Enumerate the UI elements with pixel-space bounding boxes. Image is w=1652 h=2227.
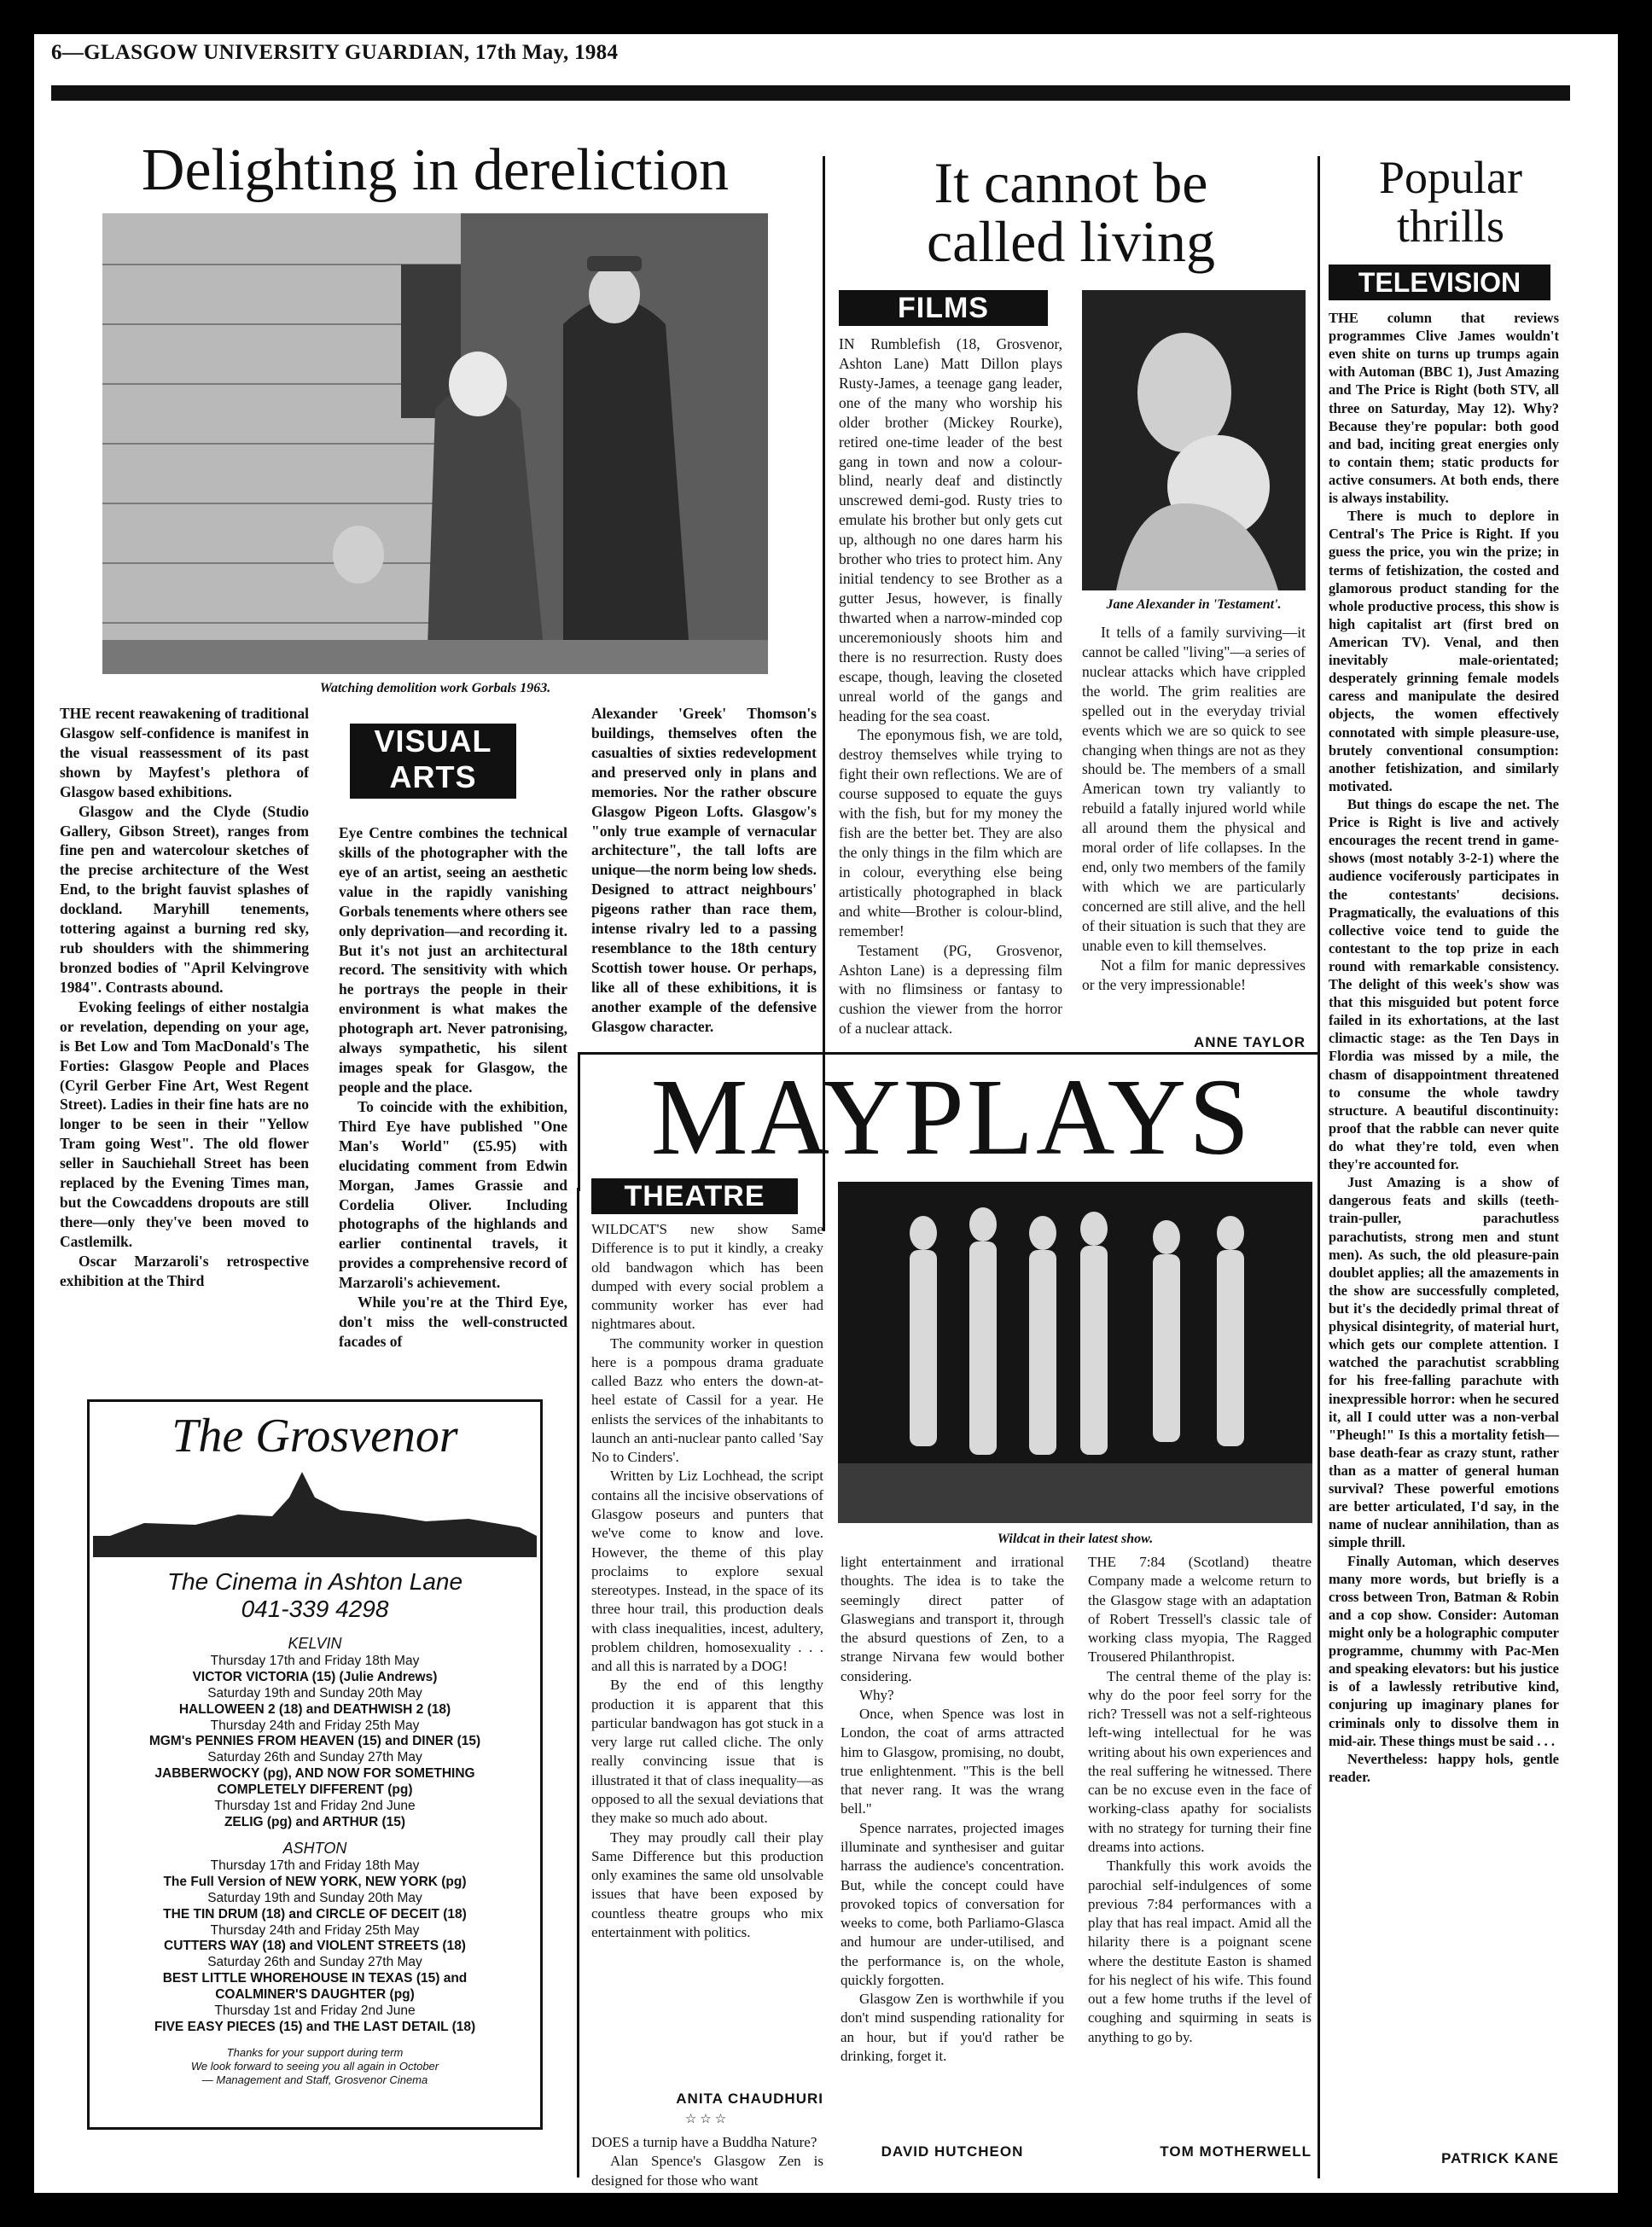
paragraph: Once, when Spence was lost in London, the coat of arms attracted him to Glasgow, promising, no doubt, true enlightenment. "This is the bell that never rang. It was the wrang bell." xyxy=(841,1706,1064,1817)
headline-line: thrills xyxy=(1396,200,1504,252)
demolition-photo-art xyxy=(102,213,768,674)
label-line: VISUAL xyxy=(374,724,492,759)
ad-footer-line: Thanks for your support during term xyxy=(226,2045,404,2059)
films-headline xyxy=(841,150,1301,275)
ad-footer-line: — Management and Staff, Grosvenor Cinema xyxy=(201,2073,428,2087)
paragraph: Testament (PG, Grosvenor, Ashton Lane) is a depressing film with no flimsiness or fantasy to cushion the viewer from the horror of a nuclear attack. xyxy=(839,941,1062,1038)
demolition-photo xyxy=(102,213,768,674)
ad-footer xyxy=(90,2046,540,2088)
paragraph: WILDCAT'S new show Same Difference is to put it kindly, a creaky old bandwagon which has been dumped with every social problem a community worker has ever had nightmares about. xyxy=(591,1221,823,1333)
paragraph: THE column that reviews programmes Clive James wouldn't even shite on turns up trumps again with Automan (BBC 1), Just Amazing and The Price is Right (both STV, all three on Saturday, May 12). Why? Because they're popular: both good and bad, inciting great energies only to contain them; static products for active consumers. At both ends, there is always instability. xyxy=(1329,310,1559,507)
theatre-byline-2: DAVID HUTCHEON xyxy=(881,2143,1024,2160)
visual-arts-column-1 xyxy=(60,704,309,1291)
paragraph: They may proudly call their play Same Difference but this production only examines the same old unsolvable issues that have been exposed by countless theatre groups who mix entertainment with politics. xyxy=(591,1829,823,1940)
theatre-byline-1: ANITA CHAUDHURI xyxy=(676,2090,823,2107)
listing-dates: Thursday 1st and Friday 2nd June xyxy=(214,1799,416,1814)
listing-dates: Saturday 26th and Sunday 27th May xyxy=(207,1955,422,1970)
visual-arts-column-3 xyxy=(591,704,817,1037)
section-rule xyxy=(578,1052,1318,1055)
films-column-1 xyxy=(839,334,1062,1038)
listing-dates: Thursday 24th and Friday 25th May xyxy=(210,1922,420,1938)
paragraph: By the end of this lengthy production it is apparent that this particular bandwagon has got stuck in a very large rut called cliche. The only really convincing issue that is illustrated it that of class inequality—as opposed to all the sexual deviations that they make so much ado about. xyxy=(591,1677,823,1827)
paragraph: light entertainment and irrational thoughts. The idea is to take the seemingly direct patter of Glaswegians and transport it, through the absurd questions of Zen, to a strange Nirvana few would bother considering. xyxy=(841,1554,1064,1684)
listing-films: HALLOWEEN 2 (18) and DEATHWISH 2 (18) xyxy=(178,1701,451,1717)
listing-dates: Thursday 17th and Friday 18th May xyxy=(210,1653,420,1668)
listing-dates: Saturday 19th and Sunday 20th May xyxy=(207,1685,422,1701)
kelvin-listing xyxy=(90,1654,540,1831)
paragraph: Alan Spence's Glasgow Zen is designed for those who want xyxy=(591,2153,823,2189)
paragraph: Eye Centre combines the technical skills of the photographer with the eye of an artist, seeing an aesthetic value in the rapidly vanishing Gorbals tenements where others see only deprivation—and recording it. But it's not just an architectural record. The sensitivity with which he portrays the people in their environment is what makes the photograph art. Never patronising, always sympathetic, his silent images speak for Glasgow, the people and the place. xyxy=(339,824,567,1096)
theatre-byline-3: TOM MOTHERWELL xyxy=(1160,2143,1312,2160)
wildcat-photo-caption: Wildcat in their latest show. xyxy=(997,1532,1154,1546)
listing-films: THE TIN DRUM (18) and CIRCLE OF DECEIT (18) xyxy=(163,1906,467,1922)
paragraph: DOES a turnip have a Buddha Nature? xyxy=(591,2134,817,2150)
paragraph: Glasgow Zen is worthwhile if you don't mind suspending rationality for an hour, but if you'd rather be drinking, forget it. xyxy=(841,1991,1064,2064)
paragraph: There is much to deplore in Central's The Price is Right. If you guess the price, you win the prize; in terms of fetishization, the costed and glamorous product standing for the whole productive process, this show is high capitalist art (first bred on American TV). Venal, and then inevitably male-orientated; desperately grinning female models caress and manipulate the desired objects, the women effectively connotated with simple pleasure-use, brutely conventional consumption: another fetishization, and similarly motivated. xyxy=(1329,508,1559,794)
wildcat-photo xyxy=(838,1182,1312,1523)
paragraph: Finally Automan, which deserves many more words, but briefly is a cross between Tron, Batman & Robin and a cop show. Consider: Automan might only be a holographic computer programme, chummy with Pac-Men and speaking elevators: but his justice is of a lawlessly retributive kind, conjuring up imaginary planes for criminals only to dissolve them in mid-air. These things must be said . . . xyxy=(1329,1552,1559,1749)
paragraph: The eponymous fish, we are told, destroy themselves while trying to fight their own reflections. We are of course supposed to equate the guys with the fish, but for my money the fish are the better bet. They are also the only things in the film which are in colour, everything else being artistically photographed in black and white—Brother is colour-blind, remember! xyxy=(839,726,1062,939)
listing-films: JABBERWOCKY (pg), AND NOW FOR SOMETHING COMPLETELY DIFFERENT (pg) xyxy=(154,1766,475,1798)
paragraph: It tells of a family surviving—it cannot be called "living"—a series of nuclear attacks which have crippled the world. The grim realities are spelled out in the everyday trivial events which we are so quick to see changing when things are not as they should be. The members of a small American town try valiantly to rebuild a fatally injured world while all around them the physical and moral order of life collapses. In the end, only two members of the family with which we are particularly concerned are still alive, and the hell of their situation is such that they are unable even to kill themselves. xyxy=(1082,624,1306,954)
listing-dates: Saturday 19th and Sunday 20th May xyxy=(207,1890,422,1905)
listing-dates: Thursday 1st and Friday 2nd June xyxy=(214,2003,416,2019)
kelvin-heading: KELVIN xyxy=(288,1635,342,1652)
paragraph: The community worker in question here is a pompous drama graduate called Bazz who enters the down-at-heel estate of Cassil for a year. He enlists the services of the inhabitants to launch an anti-nuclear panto called 'Say No to Cinders'. xyxy=(591,1334,823,1466)
paragraph: Nevertheless: happy hols, gentle reader. xyxy=(1329,1750,1559,1785)
television-headline xyxy=(1327,154,1574,250)
mayplays-headline: MAYPLAYS xyxy=(650,1056,1253,1177)
running-head: 6—GLASGOW UNIVERSITY GUARDIAN, 17th May, 1984 xyxy=(51,41,619,64)
headline-line: Popular xyxy=(1379,152,1522,203)
paragraph: The central theme of the play is: why do the poor feel sorry for the rich? Tressell was not a self-righteous left-wing intellectual for he was writing about his own experiences and the real suffering he witnessed. There can be no excuse even in the face of working-class apathy for socialists with no strategy for turning their fine dreams into actions. xyxy=(1088,1667,1312,1855)
visual-arts-headline: Delighting in dereliction xyxy=(141,137,730,203)
top-rule xyxy=(51,85,1570,101)
theatre-column-1 xyxy=(591,1220,823,1942)
television-byline: PATRICK KANE xyxy=(1441,2150,1559,2166)
column-rule xyxy=(577,1188,579,2178)
grosvenor-logo: The Grosvenor xyxy=(172,1410,458,1462)
paragraph: Alexander 'Greek' Thomson's buildings, themselves often the casualties of sixties redevelopment and preserved only in plans and memories. Nor the rather obscure Glasgow Pigeon Lofts. Glasgow's "only true example of vernacular architecture", the tall lofts are unique—the norm being low sheds. Designed to attract neighbours' pigeons rather than race them, intense rivalry led to a passing resemblance to the 18th century Scottish tower house. Or perhaps, like all of these exhibitions, it is another example of the defensive Glasgow character. xyxy=(591,705,817,1035)
films-label: FILMS xyxy=(839,290,1048,326)
paragraph: Spence narrates, projected images illuminate and synthesiser and guitar harrass the audience's concentration. But, while the concept could have provoked topics of conversation for weeks to come, both Parliamo-Glasca and humour are under-utilised, and the performance is, on the whole, quickly forgotten. xyxy=(841,1819,1064,1988)
theatre-column-1-bottom xyxy=(591,2133,823,2190)
films-byline: ANNE TAYLOR xyxy=(1194,1034,1306,1050)
listing-films: VICTOR VICTORIA (15) (Julie Andrews) xyxy=(192,1669,438,1684)
television-label: TELEVISION xyxy=(1329,265,1550,300)
ashton-listing xyxy=(90,1858,540,2036)
label-line: ARTS xyxy=(389,759,477,794)
listing-films: MGM's PENNIES FROM HEAVEN (15) and DINER (15) xyxy=(148,1734,481,1749)
listing-films: BEST LITTLE WHOREHOUSE IN TEXAS (15) and COALMINER'S DAUGHTER (pg) xyxy=(162,1971,468,2003)
ashton-heading: ASHTON xyxy=(282,1839,347,1857)
listing-films: ZELIG (pg) and ARTHUR (15) xyxy=(224,1815,406,1830)
listing-films: CUTTERS WAY (18) and VIOLENT STREETS (18) xyxy=(164,1939,466,1954)
television-column xyxy=(1329,309,1559,1786)
paragraph: THE 7:84 (Scotland) theatre Company made a welcome return to the Glasgow stage with an adaptation of Robert Tressell's classic tale of working class myopia, The Ragged Trousered Philanthropist. xyxy=(1088,1554,1312,1666)
listing-dates: Thursday 24th and Friday 25th May xyxy=(210,1718,420,1733)
wildcat-photo-art xyxy=(838,1182,1312,1523)
paragraph: THE recent reawakening of traditional Glasgow self-confidence is manifest in the visual reassessment of its past shown by Mayfest's plethora of Glasgow based exhibitions. xyxy=(60,705,309,800)
separator-stars: ☆☆☆ xyxy=(684,2113,730,2126)
visual-arts-column-2 xyxy=(339,823,567,1352)
theatre-label: THEATRE xyxy=(591,1178,798,1214)
skyline-illustration xyxy=(93,1463,537,1557)
paragraph: IN Rumblefish (18, Grosvenor, Ashton Lane) Matt Dillon plays Rusty-James, a teenage gang leader, one of the many who worship his older brother (Mickey Rourke), retired one-time leader of the best gang in town and now a colour-blind, nearly deaf and distinctly unscrewed demi-god. Rusty tries to emulate his brother but only gets cut up, although no one dares harm his brother who tries to protect him. Any initial tendency to see Brother as a gutter Jesus, however, is finally thwarted when a narrow-minded cop unceremoniously shoots him and there is no resurrection. Rusty does escape, though, leaving the closeted unreal world of the gangs and heading for the sea coast. xyxy=(839,335,1062,724)
paragraph: While you're at the Third Eye, don't miss the well-constructed facades of xyxy=(339,1294,567,1350)
listing-films: The Full Version of NEW YORK, NEW YORK (pg) xyxy=(163,1874,467,1889)
paragraph: Not a film for manic depressives or the very impressionable! xyxy=(1082,956,1306,993)
paragraph: To coincide with the exhibition, Third Eye have published "One Man's World" (£5.95) with elucidating comment from Edwin Morgan, James Grassie and Cordelia Oliver. Including photographs of the highlands and earlier continental travels, it provides a comprehensive record of Marzaroli's achievement. xyxy=(339,1097,567,1292)
testament-photo xyxy=(1082,290,1306,590)
cinema-phone: 041-339 4298 xyxy=(241,1596,389,1622)
theatre-column-2 xyxy=(841,1553,1064,2066)
listing-dates: Saturday 26th and Sunday 27th May xyxy=(207,1750,422,1765)
headline-line: called living xyxy=(926,209,1215,275)
paragraph: Oscar Marzaroli's retrospective exhibition at the Third xyxy=(60,1252,309,1289)
listing-films: FIVE EASY PIECES (15) and THE LAST DETAIL (18) xyxy=(154,2019,476,2034)
paragraph: Just Amazing is a show of dangerous feats and skills (teeth-train-puller, parachutless parachutists, strong men and stunt men). As such, the old pleasure-pain doublet applies; all the amazements in the show are successfully completed, but it's the decidedly primal threat of physical disintegrity, of material hurt, which gets our complete attention. I watched the parachutist scrabbling for his free-falling parachute with inexpressible horror: when he secured it, all I could utter was a non-verbal "Pheugh!" Is this a mortality fetish—base death-fear as crazy stunt, rather than as a matter of general human survival? These powerful emotions are better articulated, I'd say, in the name of nuclear annihilation, than as simple thrill. xyxy=(1329,1174,1559,1551)
testament-photo-art xyxy=(1082,290,1306,590)
headline-line: It cannot be xyxy=(934,150,1208,215)
demolition-photo-caption: Watching demolition work Gorbals 1963. xyxy=(319,681,551,695)
grosvenor-cinema-ad xyxy=(87,1399,543,2130)
paragraph: Why? xyxy=(859,1686,894,1703)
listing-dates: Thursday 17th and Friday 18th May xyxy=(210,1858,420,1873)
ad-footer-line: We look forward to seeing you all again in October xyxy=(190,2060,439,2073)
paragraph: Written by Liz Lochhead, the script contains all the incisive observations of Glasgow poseurs and punters that we've come to know and love. However, the theme of this play proclaims to explore sexual stereotypes. Instead, in the space of its three hour trail, this production deals with class inequalities, incest, adultery, problem children, homosexuality . . . and all this is narrated by a DOG! xyxy=(591,1468,823,1675)
visual-arts-label xyxy=(350,724,516,799)
paragraph: Evoking feelings of either nostalgia or revelation, depending on your age, is Bet Low and Tom MacDonald's The Forties: Glasgow People and Places (Cyril Gerber Fine Art, West Regent Street). Ladies in their fine hats are no longer to be seen in their "Yellow Tram going West". The old flower seller in Sauchiehall Street has been replaced by the Evening Times man, but the Cowcaddens dropouts are still there—only they've been moved to Castlemilk. xyxy=(60,997,309,1250)
column-rule xyxy=(1318,156,1320,2178)
paragraph: Glasgow and the Clyde (Studio Gallery, Gibson Street), ranges from fine pen and watercolour sketches of the precise architecture of the West End, to the bright fauvist splashes of dockland. Maryhill tenements, tottering against a burning red sky, rub shoulders with the shimmering bronzed bodies of "April Kelvingrove 1984". Contrasts abound. xyxy=(60,802,309,996)
paragraph: Thankfully this work avoids the parochial self-indulgences of some previous 7:84 performances with a play that has real impact. Amid all the hilarity there is a poignant scene where the destitute Easton is shamed for his neglect of his wife. This found out a few home truths if the level of coughing and squirming in seats is anything to go by. xyxy=(1088,1858,1312,2045)
testament-photo-caption: Jane Alexander in 'Testament'. xyxy=(1106,597,1282,612)
paragraph: But things do escape the net. The Price is Right is live and actively encourages the recent trend in game-shows (most notably 3-2-1) where the audience vociferously participates in the contestants' decisions. Pragmatically, the evaluations of this collective voice tend to guide the contestant to the top prize in each round with remarkable consistency. The delight of this week's show was that this misguided but potent force failed in its exhortations, at the last climactic stage: as the Ten Days in Flordia was missed by a mile, the chasm of disappointment threatened to consume the whole tawdry structure. A beautiful discontinuity: proof that the rabble can never quite do what they're told, even when they're accounted for. xyxy=(1329,795,1559,1173)
films-column-2 xyxy=(1082,623,1306,995)
cinema-name: The Cinema in Ashton Lane xyxy=(166,1568,463,1595)
column-rule xyxy=(578,1055,580,1191)
theatre-column-3 xyxy=(1088,1553,1312,2047)
